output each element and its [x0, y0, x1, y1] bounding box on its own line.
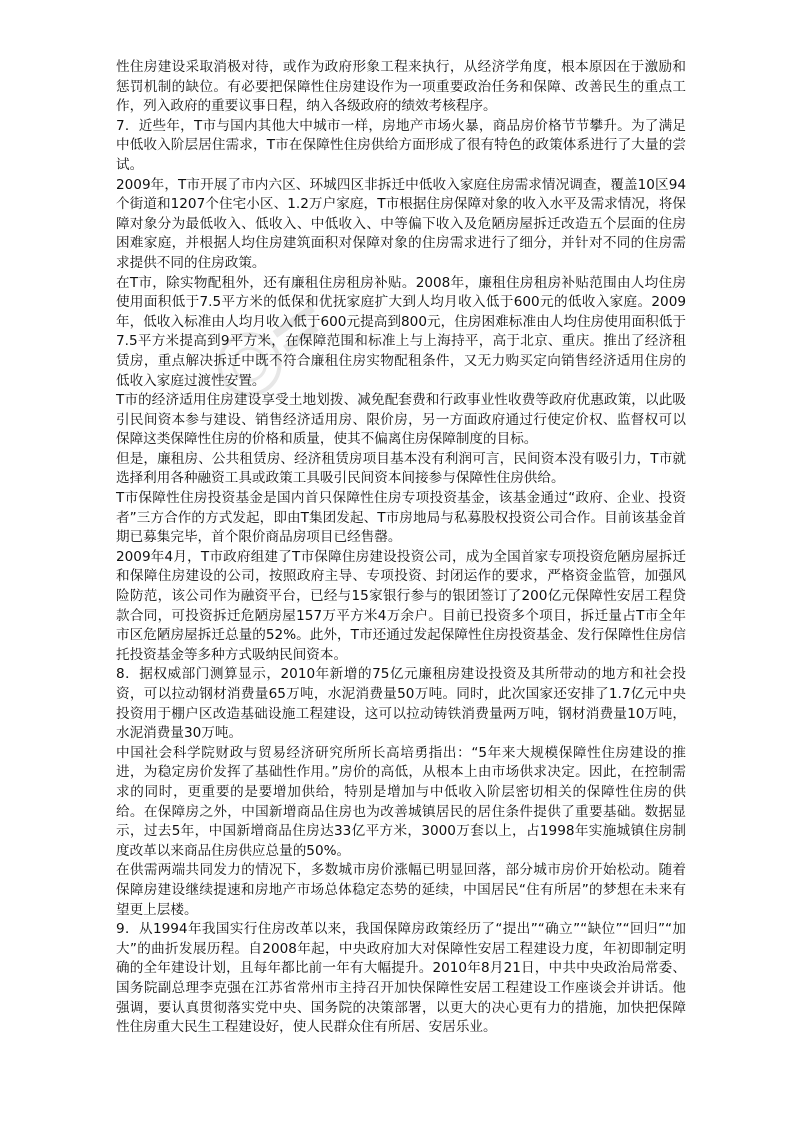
paragraph: T市保障性住房投资基金是国内首只保障性住房专项投资基金，该基金通过“政府、企业、投资者”三方合作的方式发起，即由T集团发起、T市房地局与私募股权投资公司合作。目前该基金首期已募集完毕，首个限价商品房项目已经售罄。: [116, 490, 686, 546]
paragraph: 但是，廉租房、公共租赁房、经济租赁房项目基本没有利润可言，民间资本没有吸引力，T市就选择利用各种融资工具或政策工具吸引民间资本间接参与保障性住房供给。: [116, 450, 686, 487]
paragraph: 9．从1994年我国实行住房改革以来，我国保障房政策经历了“提出”“确立”“缺位”“回归”“加大”的曲折发展历程。自2008年起，中央政府加大对保障性安居工程建设力度，年初即制定明确的全年建设计划，且每年都比前一年有大幅提升。2010年8月21日，中共中央政治局常委、国务院副总理李克强在江苏省常州市主持召开加快保障性安居工程建设工作座谈会并讲话。他强调，要认真贯彻落实党中央、国务院的决策部署，以更大的决心更有力的措施，加快把保障性住房重大民生工程建设好，使人民群众住有所居、安居乐业。: [116, 921, 686, 1036]
paragraph: T市的经济适用住房建设享受土地划拨、减免配套费和行政事业性收费等政府优惠政策，以此吸引民间资本参与建设、销售经济适用房、限价房，另一方面政府通过行使定价权、监督权可以保障这类保障性住房的价格和质量，使其不偏离住房保障制度的目标。: [116, 392, 686, 448]
paragraph: 在T市，除实物配租外，还有廉租住房租房补贴。2008年，廉租住房租房补贴范围由人均住房使用面积低于7.5平方米的低保和优抚家庭扩大到人均月收入低于600元的低收入家庭。2009年，低收入标准由人均月收入低于600元提高到800元，住房困难标准由人均住房使用面积低于7.5平方米提高到9平方米，在保障范围和标准上与上海持平，高于北京、重庆。推出了经济租赁房，重点解决拆迁中既不符合廉租住房实物配租条件，又无力购买定向销售经济适用住房的低收入家庭过渡性安置。: [116, 274, 686, 389]
paragraph: 在供需两端共同发力的情况下，多数城市房价涨幅已明显回落，部分城市房价开始松动。随着保障房建设继续提速和房地产市场总体稳定态势的延续，中国居民“住有所居”的梦想在未来有望更上层楼。: [116, 862, 686, 918]
paragraph: 2009年4月，T市政府组建了T市保障住房建设投资公司，成为全国首家专项投资危陋房屋拆迁和保障住房建设的公司，按照政府主导、专项投资、封闭运作的要求，严格资金监管，加强风险防范，该公司作为融资平台，已经与15家银行参与的银团签订了200亿元保障性安居工程贷款合同，可投资拆迁危陋房屋157万平方米4万余户。目前已投资多个项目，拆迁量占T市全年市区危陋房屋拆迁总量的52%。此外，T市还通过发起保障性住房投资基金、发行保障性住房信托投资基金等多种方式吸纳民间资本。: [116, 548, 686, 663]
paragraph: 性住房建设采取消极对待，或作为政府形象工程来执行，从经济学角度，根本原因在于激励和惩罚机制的缺位。有必要把保障性住房建设作为一项重要政治任务和保障、改善民生的重点工作，列入政府的重要议事日程，纳入各级政府的绩效考核程序。: [116, 59, 686, 115]
paragraph: 8．据权威部门测算显示，2010年新增的75亿元廉租房建设投资及其所带动的地方和社会投资，可以拉动钢材消费量65万吨，水泥消费量50万吨。同时，此次国家还安排了1.7亿元中央投资用于棚户区改造基础设施工程建设，这可以拉动铸铁消费量两万吨，钢材消费量10万吨，水泥消费量30万吨。: [116, 666, 686, 742]
article-body: [116, 58, 686, 1038]
paragraph: 7．近些年，T市与国内其他大中城市一样，房地产市场火暴，商品房价格节节攀升。为了满足中低收入阶层居住需求，T市在保障性住房供给方面形成了很有特色的政策体系进行了大量的尝试。: [116, 117, 686, 173]
paragraph: 2009年，T市开展了市内六区、环城四区非拆迁中低收入家庭住房需求情况调查，覆盖10区94个街道和1207个住宅小区、1.2万户家庭，T市根据住房保障对象的收入水平及需求情况，将保障对象分为最低收入、低收入、中低收入、中等偏下收入及危陋房屋拆迁改造五个层面的住房困难家庭，并根据人均住房建筑面积对保障对象的住房需求进行了细分，并针对不同的住房需求提供不同的住房政策。: [116, 176, 686, 271]
paragraph: 中国社会科学院财政与贸易经济研究所所长高培勇指出：“5年来大规模保障性住房建设的推进，为稳定房价发挥了基础性作用。”房价的高低，从根本上由市场供求决定。因此，在控制需求的同时，更重要的是要增加供给，特别是增加与中低收入阶层密切相关的保障性住房的供给。在保障房之外，中国新增商品住房也为改善城镇居民的居住条件提供了重要基础。数据显示，过去5年，中国新增商品住房达33亿平方米，3000万套以上，占1998年实施城镇住房制度改革以来商品住房供应总量的50%。: [116, 744, 686, 859]
